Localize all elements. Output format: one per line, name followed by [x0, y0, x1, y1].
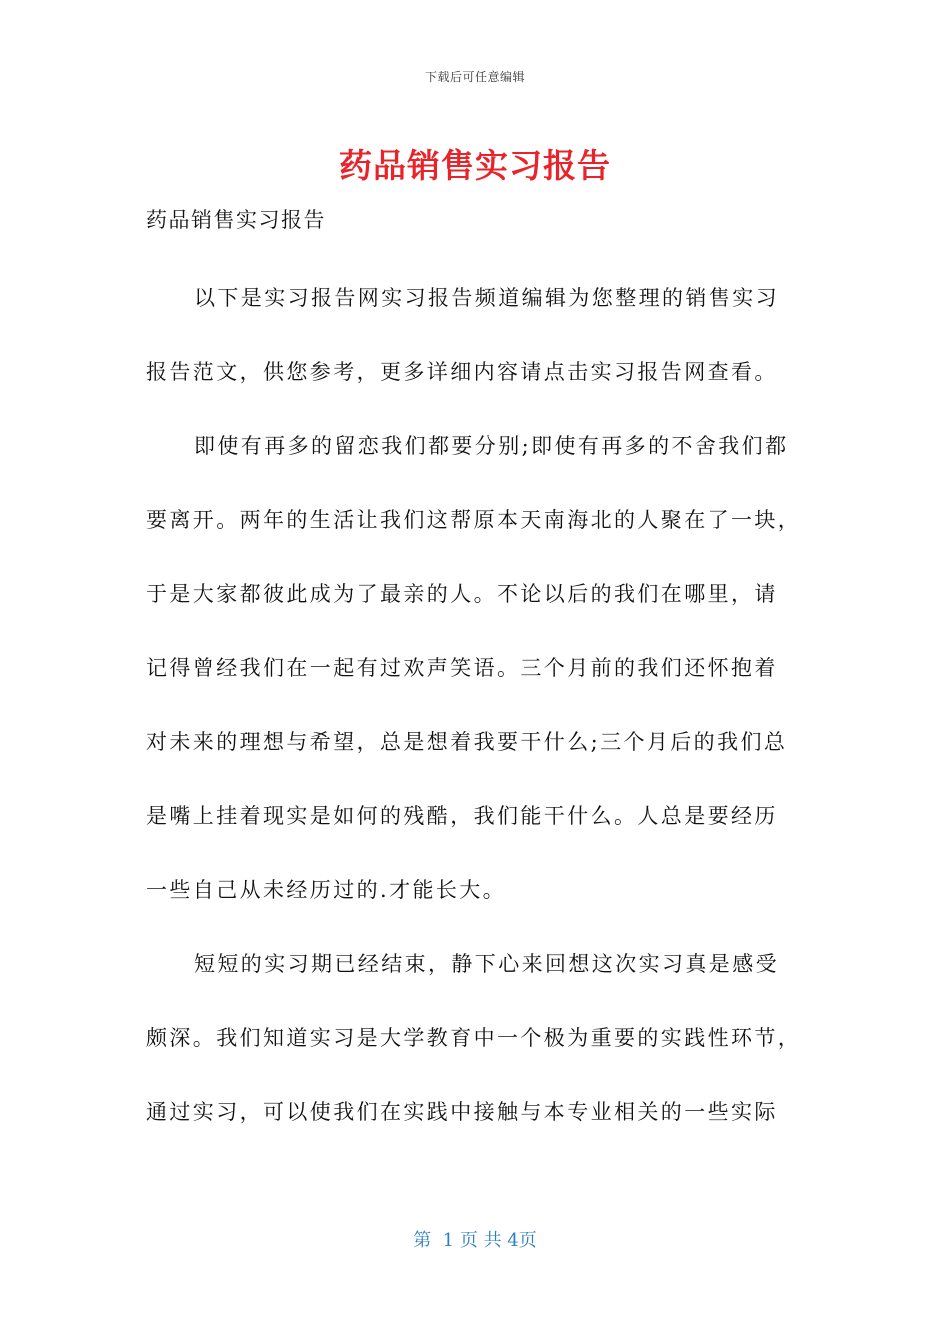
page-number: 第 1 页 共 4页	[413, 1230, 537, 1251]
paragraph-line: 要离开。两年的生活让我们这帮原本天南海北的人聚在了一块，	[146, 508, 802, 532]
paragraph-line: 一些自己从未经历过的.才能长大。	[146, 878, 507, 902]
paragraph-line: 对未来的理想与希望，总是想着我要干什么;三个月后的我们总	[146, 730, 788, 754]
paragraph-line: 是嘴上挂着现实是如何的残酷，我们能干什么。人总是要经历	[146, 804, 778, 828]
paragraph-line: 于是大家都彼此成为了最亲的人。不论以后的我们在哪里，请	[146, 582, 778, 606]
download-note: 下载后可任意编辑	[424, 70, 525, 84]
paragraph-line: 记得曾经我们在一起有过欢声笑语。三个月前的我们还怀抱着	[146, 656, 778, 680]
paragraph-line: 以下是实习报告网实习报告频道编辑为您整理的销售实习	[194, 286, 779, 310]
paragraph-line: 报告范文，供您参考，更多详细内容请点击实习报告网查看。	[146, 360, 778, 384]
paragraph-line: 即使有再多的留恋我们都要分别;即使有再多的不舍我们都	[194, 434, 789, 458]
paragraph-line: 颇深。我们知道实习是大学教育中一个极为重要的实践性环节，	[146, 1026, 802, 1050]
document-title: 药品销售实习报告	[339, 146, 611, 185]
paragraph-line: 短短的实习期已经结束，静下心来回想这次实习真是感受	[194, 952, 779, 976]
document-subtitle: 药品销售实习报告	[146, 208, 326, 232]
paragraph-line: 通过实习，可以使我们在实践中接触与本专业相关的一些实际	[146, 1100, 778, 1124]
